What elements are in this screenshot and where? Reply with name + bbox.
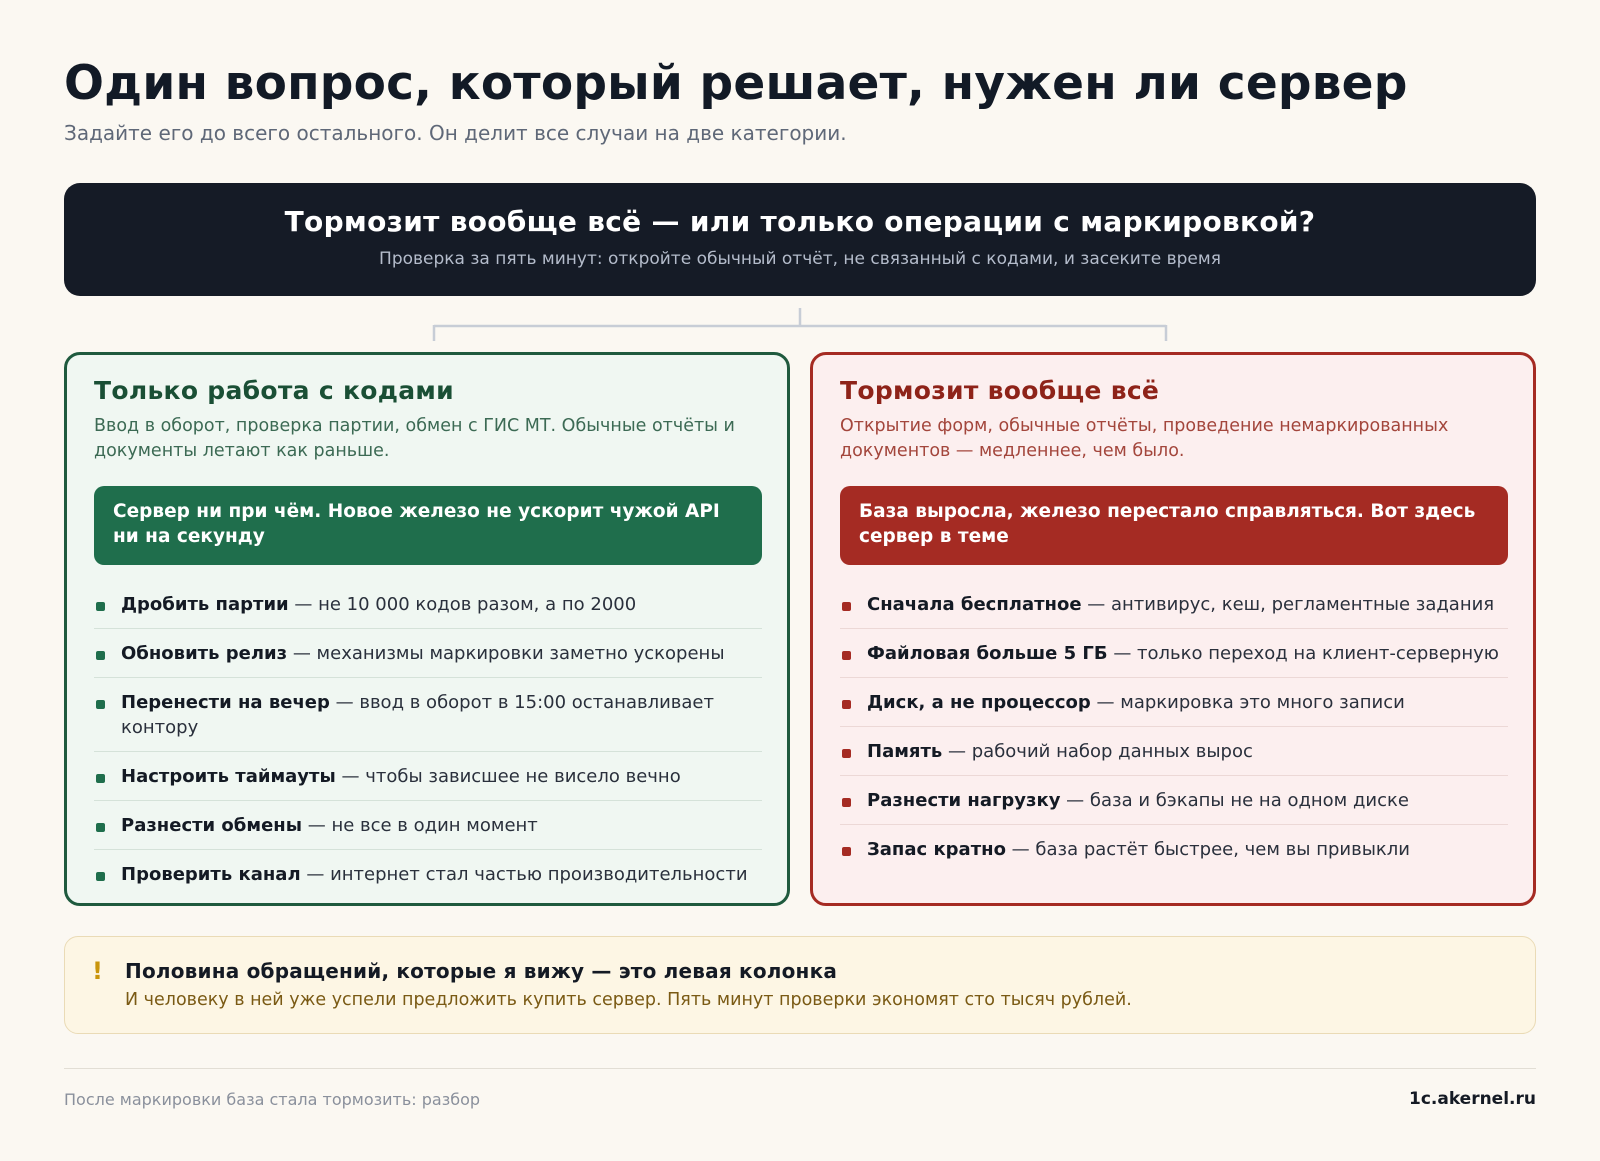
list-item <box>840 727 1508 776</box>
list-item <box>94 752 762 801</box>
list-item <box>840 629 1508 678</box>
bullet-icon <box>96 774 105 783</box>
item-text: — механизмы маркировки заметно ускорены <box>287 643 725 664</box>
item-text: — чтобы зависшее не висело вечно <box>335 766 681 787</box>
right-heading: Тормозит вообще всё <box>840 376 1160 405</box>
item-text: — база и бэкапы не на одном диске <box>1060 790 1409 811</box>
right-items <box>840 580 1508 873</box>
left-heading: Только работа с кодами <box>94 376 454 405</box>
list-item <box>840 776 1508 825</box>
note-callout <box>64 936 1536 1034</box>
page-title: Один вопрос, который решает, нужен ли сервер <box>64 56 1408 111</box>
note-text: И человеку в ней уже успели предложить купить сервер. Пять минут проверки экономят сто тысяч рублей. <box>125 990 1132 1010</box>
item-text: — база растёт быстрее, чем вы привыкли <box>1005 839 1411 860</box>
bullet-icon <box>842 700 851 709</box>
bullet-icon <box>842 651 851 660</box>
bullet-icon <box>96 872 105 881</box>
bullet-icon <box>842 602 851 611</box>
right-column <box>810 352 1536 906</box>
page-subtitle: Задайте его до всего остального. Он делит все случаи на две категории. <box>64 121 847 145</box>
item-text: — ввод в оборот в 15:00 останавливает контору <box>121 692 714 738</box>
bullet-icon <box>842 798 851 807</box>
item-title: Проверить канал <box>121 864 301 885</box>
bullet-icon <box>96 602 105 611</box>
bullet-icon <box>842 847 851 856</box>
item-title: Разнести обмены <box>121 815 302 836</box>
list-item <box>840 678 1508 727</box>
item-text: — только переход на клиент-серверную <box>1107 643 1499 664</box>
item-title: Настроить таймауты <box>121 766 336 787</box>
item-title: Запас кратно <box>867 839 1006 860</box>
note-title: Половина обращений, которые я вижу — это левая колонка <box>125 959 838 983</box>
bullet-icon <box>96 823 105 832</box>
left-description: Ввод в оборот, проверка партии, обмен с ГИС МТ. Обычные отчёты и документы летают как раньше. <box>94 416 735 461</box>
list-item <box>94 580 762 629</box>
left-items <box>94 580 762 898</box>
footer-site-link[interactable]: 1c.akernel.ru <box>1408 1089 1536 1109</box>
right-description: Открытие форм, обычные отчёты, проведение немаркированных документов — медленнее, чем было. <box>840 416 1449 461</box>
item-text: — антивирус, кеш, регламентные задания <box>1081 594 1495 615</box>
right-verdict: База выросла, железо перестало справляться. Вот здесь сервер в теме <box>840 486 1508 565</box>
item-text: — рабочий набор данных вырос <box>942 741 1253 762</box>
left-verdict: Сервер ни при чём. Новое железо не ускорит чужой API ни на секунду <box>94 486 762 565</box>
item-text: — маркировка это много записи <box>1090 692 1405 713</box>
list-item <box>840 580 1508 629</box>
item-title: Файловая больше 5 ГБ <box>867 643 1108 664</box>
list-item <box>94 801 762 850</box>
item-text: — интернет стал частью производительности <box>300 864 748 885</box>
item-title: Перенести на вечер <box>121 692 330 713</box>
bullet-icon <box>842 749 851 758</box>
item-title: Диск, а не процессор <box>867 692 1091 713</box>
item-title: Сначала бесплатное <box>867 594 1082 615</box>
footer-caption: После маркировки база стала тормозить: разбор <box>64 1090 481 1109</box>
bullet-icon <box>96 651 105 660</box>
question-title: Тормозит вообще всё — или только операции с маркировкой? <box>284 205 1316 238</box>
branch-connector <box>0 0 1600 352</box>
item-title: Разнести нагрузку <box>867 790 1061 811</box>
item-title: Дробить партии <box>121 594 289 615</box>
list-item <box>94 629 762 678</box>
warning-icon: ! <box>92 957 103 985</box>
item-text: — не все в один момент <box>302 815 538 836</box>
footer-divider <box>64 1068 1536 1069</box>
left-column <box>64 352 790 906</box>
list-item <box>94 850 762 898</box>
item-text: — не 10 000 кодов разом, а по 2000 <box>288 594 637 615</box>
item-title: Обновить релиз <box>121 643 288 664</box>
list-item <box>840 825 1508 873</box>
bullet-icon <box>96 700 105 709</box>
list-item <box>94 678 762 752</box>
item-title: Память <box>867 741 943 762</box>
question-subtitle: Проверка за пять минут: откройте обычный отчёт, не связанный с кодами, и засеките время <box>379 249 1221 269</box>
